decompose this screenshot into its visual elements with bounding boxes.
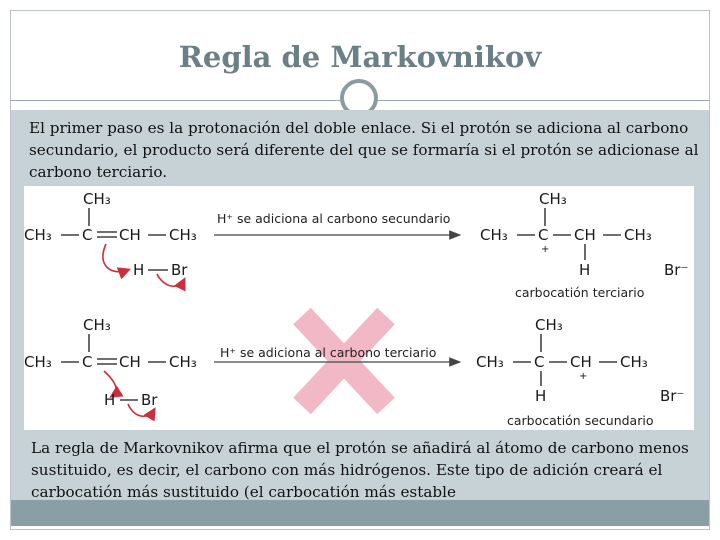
product-2-charge: +: [579, 371, 588, 382]
reaction-diagram: [24, 186, 694, 430]
reactant-2-left-methyl: CH₃: [24, 353, 52, 371]
reaction-1: [24, 190, 688, 300]
product-2-hydrogen: H: [535, 387, 547, 405]
product-1-charge: +: [541, 244, 550, 255]
product-2-left-methyl: CH₃: [476, 353, 504, 371]
reactant-1-right-methyl: CH₃: [169, 226, 197, 244]
product-2-label: carbocatión secundario: [507, 413, 654, 428]
reagent-2-h: H: [104, 391, 116, 409]
bromide-1: Br⁻: [664, 261, 689, 279]
reactant-1-top-methyl: CH₃: [83, 190, 111, 208]
product-1-right-methyl: CH₃: [624, 226, 652, 244]
product-2-ch: CH: [570, 353, 592, 371]
footer-bar: [11, 500, 709, 526]
reagent-1-br: Br: [171, 261, 188, 279]
reactant-2-carbon: C: [82, 353, 93, 371]
product-2-top-methyl: CH₃: [535, 316, 563, 334]
product-2-right-methyl: CH₃: [620, 353, 648, 371]
reactant-1-left-methyl: CH₃: [24, 226, 52, 244]
arrow-1-label: H⁺ se adiciona al carbono secundario: [217, 211, 451, 226]
reactant-2-top-methyl: CH₃: [83, 316, 111, 334]
reactant-2-right-methyl: CH₃: [169, 353, 197, 371]
markovnikov-rule-paragraph: La regla de Markovnikov afirma que el protón se añadirá al átomo de carbono menos sustituido, es decir, el carbono con más hidrógenos. Este tipo de adición creará el carbocatión más sustituido (el carbocatión más estable: [31, 439, 689, 501]
product-1-ch: CH: [574, 226, 596, 244]
cross-x-icon: [302, 316, 386, 406]
arrow-2-label: H⁺ se adiciona al carbono terciario: [220, 345, 437, 360]
reagent-1-h: H: [133, 261, 145, 279]
product-1-label: carbocatión terciario: [515, 285, 645, 300]
reactant-1-ch: CH: [119, 226, 141, 244]
reactant-1-carbon: C: [82, 226, 93, 244]
product-1-carbon: C: [538, 226, 549, 244]
product-2-carbon: C: [534, 353, 545, 371]
product-1-left-methyl: CH₃: [480, 226, 508, 244]
reagent-2-br: Br: [141, 391, 158, 409]
product-1-hydrogen: H: [579, 261, 591, 279]
bromide-2: Br⁻: [660, 387, 685, 405]
reactant-2-ch: CH: [119, 353, 141, 371]
intro-paragraph: El primer paso es la protonación del doble enlace. Si el protón se adiciona al carbono secundario, el producto será diferente del que se formaría si el protón se adicionase al carbono terciario.: [29, 119, 699, 181]
slide-title: Regla de Markovnikov: [178, 40, 542, 74]
product-1-top-methyl: CH₃: [539, 190, 567, 208]
